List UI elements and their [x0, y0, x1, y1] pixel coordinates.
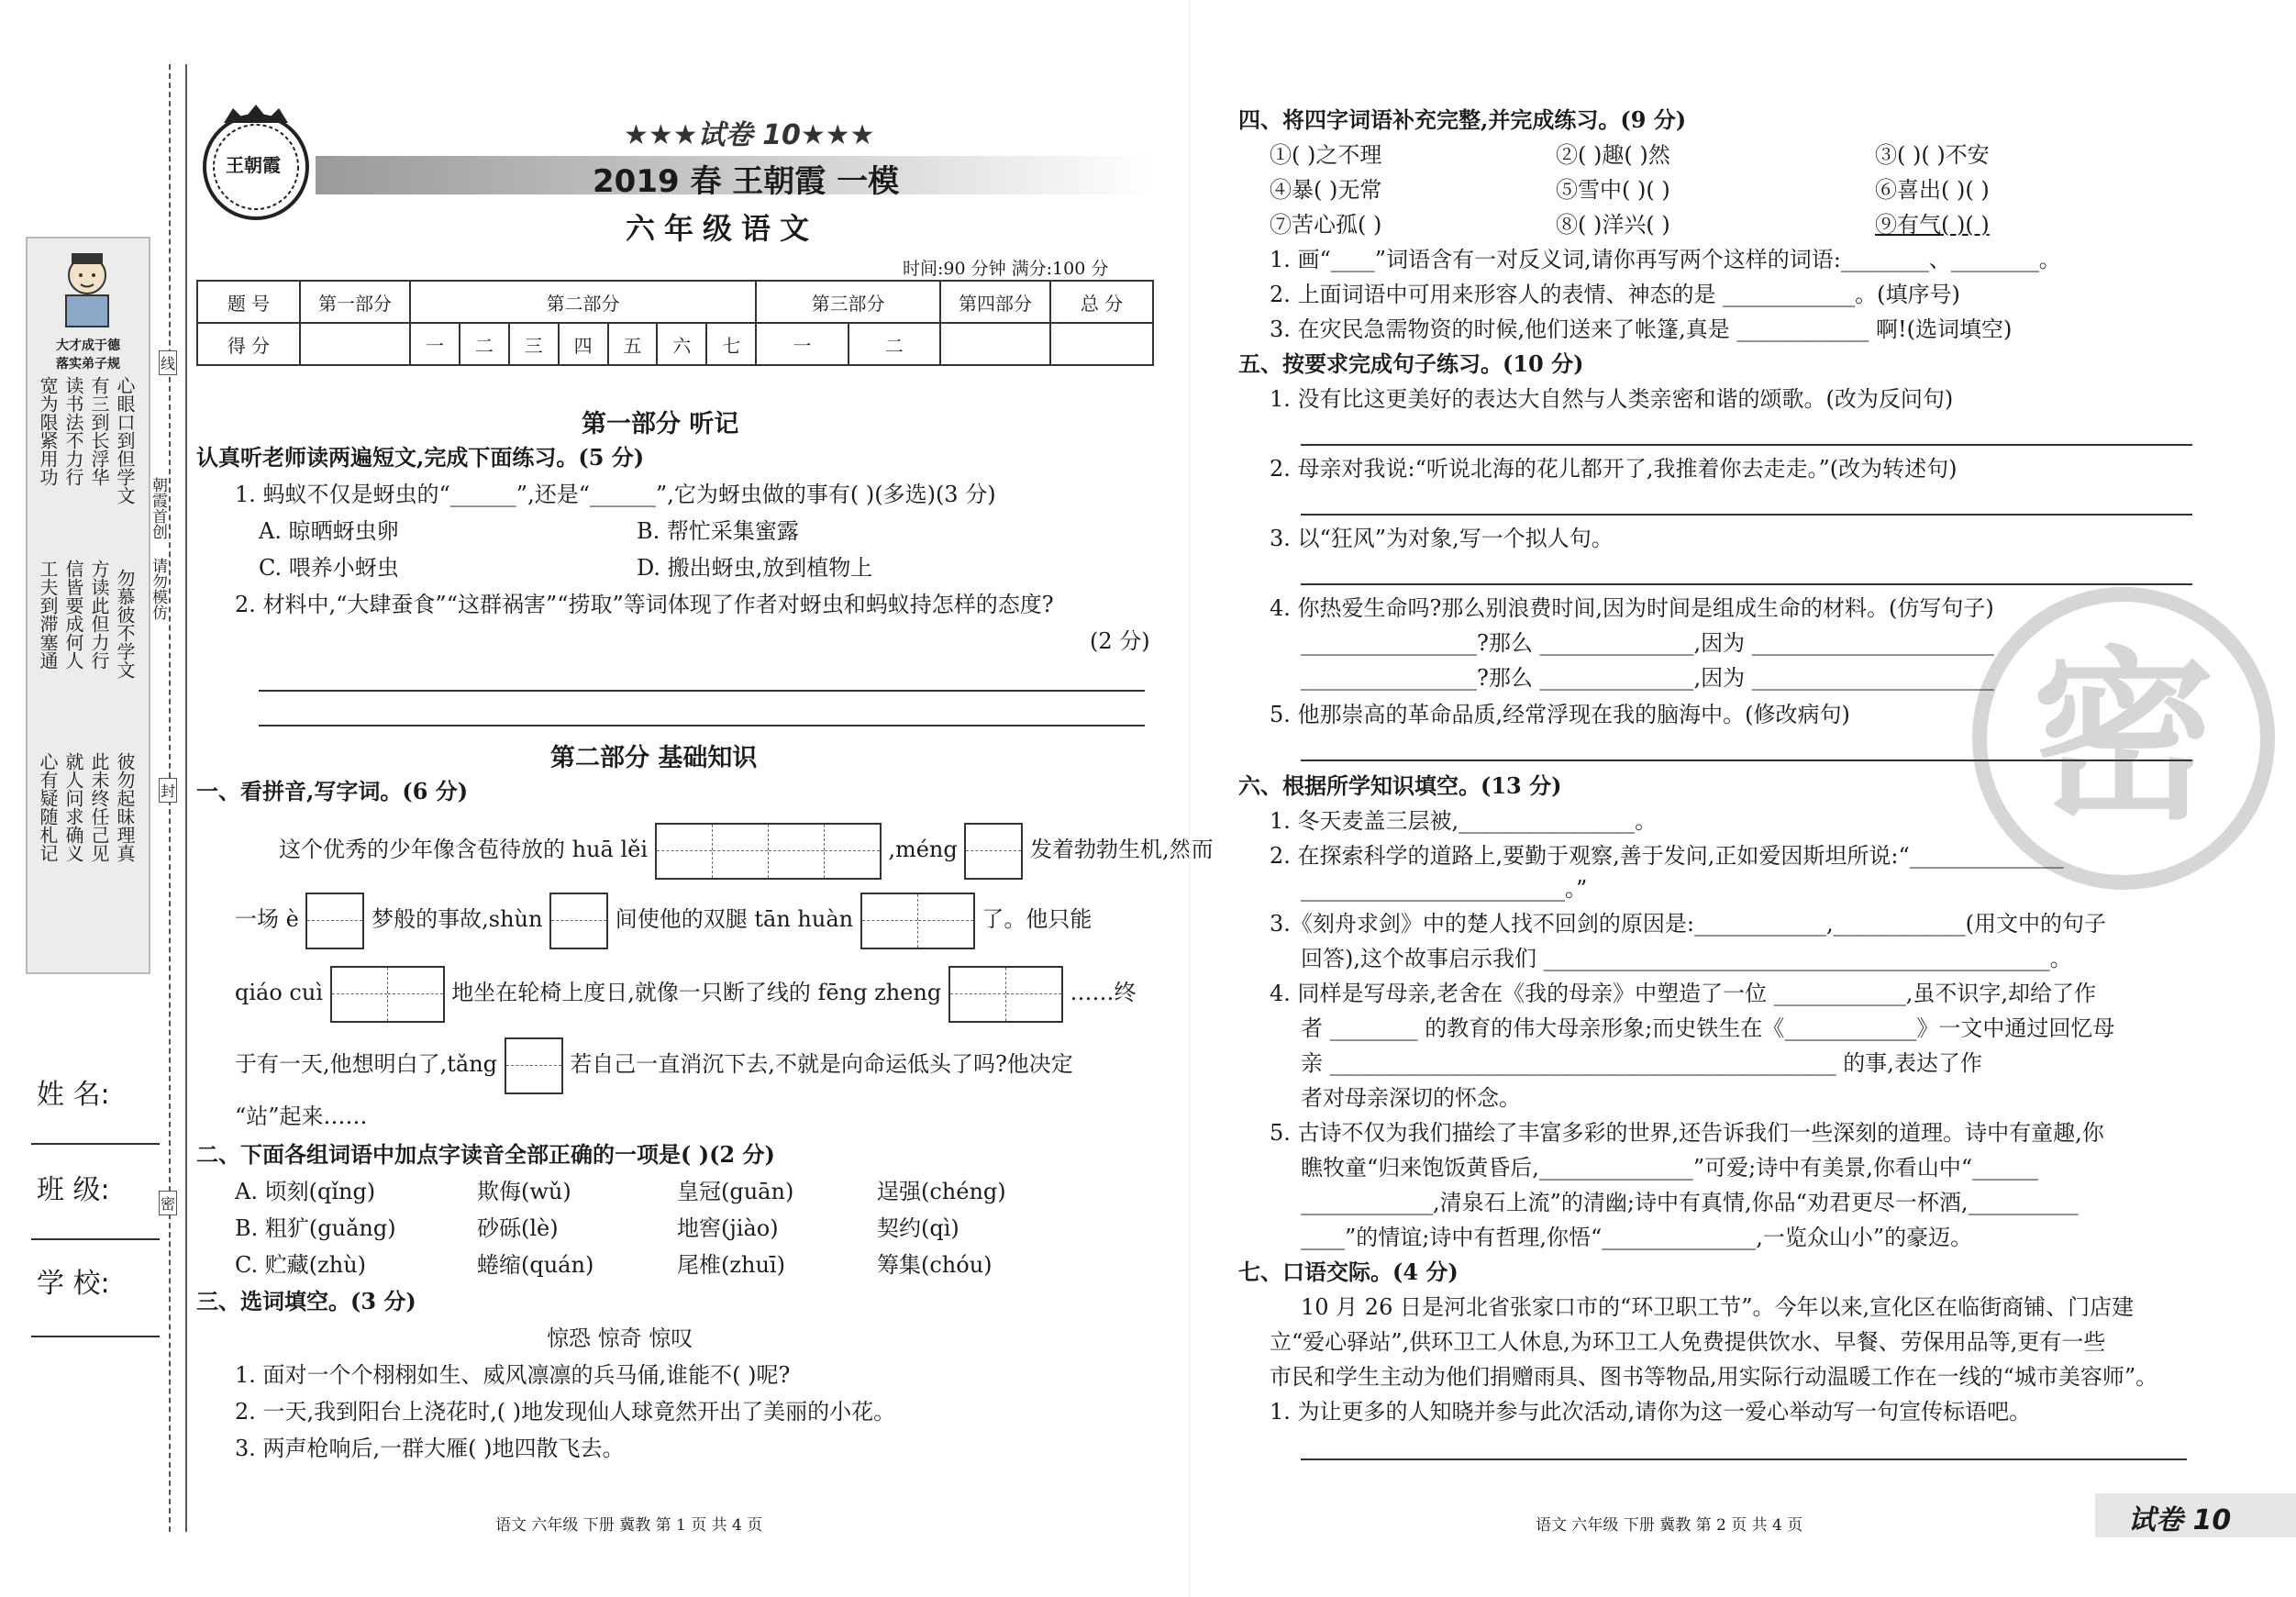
s2-a-2: 欺侮(wǔ)	[477, 1179, 571, 1204]
s7-para-3: 市民和学生主动为他们捐赠雨具、图书等物品,用实际行动温暖工作在一线的“城市美容师”。	[1270, 1364, 2158, 1390]
s5-q4-line1[interactable]: ________________?那么 ______________,因为 ______________________	[1301, 630, 1994, 656]
pinyin-line-3	[235, 963, 1136, 1022]
s4-item[interactable]: ⑨有气( )( )	[1875, 212, 1990, 238]
s6-q4b: 者 ________ 的教育的伟大母亲形象;而史铁生在《____________》一文中通过回忆母	[1301, 1015, 2115, 1041]
s2-c-3: 尾椎(zhuī)	[677, 1252, 785, 1278]
score-cell[interactable]	[940, 323, 1050, 365]
s3-q2: 2. 一天,我到阳台上浇花时,( )地发现仙人球竟然开出了美丽的小花。	[235, 1399, 896, 1425]
motto-top-2: 落实弟子规	[56, 357, 120, 372]
pinyin-text: 地坐在轮椅上度日,就像一只断了线的 fēng zheng	[451, 980, 942, 1005]
s6-q5c: ____________,清泉石上流”的清幽;诗中有真情,你品“劝君更尽一杯酒,__________	[1301, 1190, 2079, 1215]
score-head: 第四部分	[940, 281, 1050, 323]
score-sub[interactable]: 七	[706, 323, 756, 365]
s7-para-2: 立“爱心驿站”,供环卫工人休息,为环卫工人免费提供饮水、早餐、劳保用品等,更有一些	[1270, 1329, 2106, 1355]
s2-c-2: 蜷缩(quán)	[477, 1252, 594, 1278]
s5-q3: 3. 以“狂风”为对象,写一个拟人句。	[1270, 526, 1614, 551]
s5-q5: 5. 他那崇高的革命品质,经常浮现在我的脑海中。(修改病句)	[1270, 702, 1850, 727]
score-table	[196, 280, 1154, 366]
score-row-label: 得 分	[197, 323, 300, 365]
s7-q1: 1. 为让更多的人知晓并参与此次活动,请你为这一爱心举动写一句宣传标语吧。	[1270, 1399, 2032, 1425]
section3-title: 三、选词填空。(3 分)	[196, 1288, 416, 1314]
pinyin-line-4	[235, 1035, 1073, 1093]
s6-q3b: 回答),这个故事启示我们 ______________________________________________。	[1301, 946, 2072, 971]
s6-q2a: 2. 在探索科学的道路上,要勤于观察,善于发问,正如爱因斯坦所说:“______________	[1270, 843, 2064, 869]
subject-title: 六年级语文	[626, 211, 819, 246]
s2-a-4: 逞强(chéng)	[877, 1179, 1006, 1204]
char-box-group[interactable]	[964, 823, 1023, 880]
answer-line[interactable]	[1301, 514, 2192, 516]
s4-item[interactable]: ②( )趣( )然	[1556, 142, 1670, 168]
s3-q3: 3. 两声枪响后,一群大雁( )地四散飞去。	[235, 1436, 625, 1461]
section1-title: 一、看拼音,写字词。(6 分)	[196, 778, 469, 804]
mascot-figure	[55, 248, 119, 330]
motto-col: 宽为限紧用功	[37, 376, 59, 486]
exam-stars-label: ★★★试卷 10★★★	[624, 119, 875, 151]
p1-q1: 1. 蚂蚁不仅是蚜虫的“______”,还是“______”,它为蚜虫做的事有( )(多选)(3 分)	[235, 482, 996, 507]
motto-col: 此未终任己见	[88, 752, 110, 862]
school-field[interactable]	[31, 1336, 160, 1337]
s2-a-3: 皇冠(guān)	[677, 1179, 794, 1204]
s3-q1: 1. 面对一个个栩栩如生、威风凛凛的兵马俑,谁能不( )呢?	[235, 1362, 791, 1388]
pinyin-line-1	[279, 820, 1214, 879]
s6-q4a: 4. 同样是写母亲,老舍在《我的母亲》中塑造了一位 ____________,虽不识字,却给了作	[1270, 981, 2097, 1006]
part2-title: 第二部分 基础知识	[550, 744, 758, 772]
binding-solid-line	[185, 64, 187, 1532]
s4-item[interactable]: ⑤雪中( )( )	[1556, 177, 1670, 203]
section2-title: 二、下面各组词语中加点字读音全部正确的一项是( )(2 分)	[196, 1141, 775, 1168]
s6-q1: 1. 冬天麦盖三层被,________________。	[1270, 808, 1658, 834]
char-box-group[interactable]	[860, 893, 975, 949]
corner-label: 试卷 10	[2128, 1504, 2232, 1536]
s4-item[interactable]: ⑧( )洋兴( )	[1556, 212, 1670, 238]
motto-top-1: 大才成于德	[56, 338, 120, 353]
s5-q2: 2. 母亲对我说:“听说北海的花儿都开了,我推着你去走走。”(改为转述句)	[1270, 456, 1958, 482]
motto-col: 彼勿起昧理真	[114, 752, 136, 862]
cut-mark-feng: 封	[159, 778, 177, 803]
page-divider	[1189, 0, 1190, 1597]
name-label: 姓 名:	[37, 1079, 110, 1111]
pinyin-text: 间使他的双腿 tān huàn	[615, 906, 854, 932]
motto-strip	[26, 237, 150, 974]
motto-col: 信皆要成何人	[62, 560, 84, 670]
s6-q5d: ____”的情谊;诗中有哲理,你悟“______________,一览众山小”的豪迈。	[1301, 1225, 1973, 1250]
score-head: 总 分	[1050, 281, 1153, 323]
s6-q4d: 者对母亲深切的怀念。	[1301, 1085, 1521, 1111]
answer-line[interactable]	[1301, 760, 2192, 761]
answer-line[interactable]	[1301, 444, 2192, 446]
p1-q1-opt-d[interactable]: D. 搬出蚜虫,放到植物上	[637, 555, 873, 581]
answer-line[interactable]	[1301, 583, 2192, 585]
score-sub[interactable]: 一	[410, 323, 460, 365]
p1-q1-opt-a[interactable]: A. 晾晒蚜虫卵	[259, 518, 399, 544]
p1-q1-opt-c[interactable]: C. 喂养小蚜虫	[259, 555, 399, 581]
motto-col: 心眼口到但学文	[114, 376, 136, 505]
score-head: 第三部分	[756, 281, 940, 323]
score-head: 第一部分	[300, 281, 410, 323]
motto-col: 就人问求确义	[62, 752, 84, 862]
motto-col: 读书法不力行	[62, 376, 84, 486]
score-cell[interactable]	[300, 323, 410, 365]
answer-line[interactable]	[259, 725, 1145, 726]
score-sub[interactable]: 一	[756, 323, 848, 365]
pinyin-text: 了。他只能	[982, 906, 1093, 932]
char-box-group[interactable]	[655, 823, 882, 880]
score-sub[interactable]: 二	[849, 323, 940, 365]
s4-item[interactable]: ⑦苦心孤( )	[1270, 212, 1382, 238]
pinyin-text: 梦般的事故,shùn	[372, 906, 543, 932]
motto-col: 工夫到滞塞通	[37, 560, 59, 670]
school-label: 学 校:	[37, 1268, 110, 1300]
exam-title: 2019 春 王朝霞 一模	[593, 163, 900, 200]
s3-word-bank: 惊恐 惊奇 惊叹	[547, 1325, 693, 1351]
s2-c-4: 筹集(chóu)	[877, 1252, 993, 1278]
s6-q5a: 5. 古诗不仅为我们描绘了丰富多彩的世界,还告诉我们一些深刻的道理。诗中有童趣,你	[1270, 1120, 2104, 1146]
pinyin-line-5: “站”起来……	[235, 1103, 368, 1129]
p1-q1-opt-b[interactable]: B. 帮忙采集蜜露	[637, 518, 799, 544]
s7-para-1: 10 月 26 日是河北省张家口市的“环卫职工节”。今年以来,宣化区在临街商铺、门店建	[1301, 1294, 2135, 1320]
pinyin-text: 若自己一直消沉下去,不就是向命运低头了吗?他决定	[570, 1051, 1073, 1077]
pinyin-text: 一场 è	[235, 906, 299, 932]
s6-q3a: 3.《刻舟求剑》中的楚人找不回剑的原因是:____________,____________(用文中的句子	[1270, 911, 2106, 937]
class-field[interactable]	[31, 1238, 160, 1240]
s2-b-1[interactable]: B. 粗犷(guǎng)	[235, 1215, 396, 1241]
answer-line[interactable]	[1301, 1458, 2187, 1460]
s4-q2: 2. 上面词语中可用来形容人的表情、神态的是 ____________。(填序号)	[1270, 282, 1960, 307]
pinyin-text: 发着勃勃生机,然而	[1030, 837, 1214, 862]
pinyin-line-2	[235, 890, 1092, 948]
section6-title: 六、根据所学知识填空。(13 分)	[1238, 772, 1562, 799]
s4-item[interactable]: ①( )之不理	[1270, 142, 1382, 168]
copyright-note: 朝霞首创 请勿模仿	[149, 477, 167, 620]
pinyin-text: ,méng	[888, 837, 958, 862]
s2-c-1[interactable]: C. 贮藏(zhù)	[235, 1252, 367, 1278]
name-field[interactable]	[31, 1143, 160, 1145]
char-box-group[interactable]	[948, 966, 1063, 1023]
page1-footer: 语文 六年级 下册 冀教 第 1 页 共 4 页	[495, 1516, 763, 1535]
pinyin-text: 这个优秀的少年像含苞待放的 huā lěi	[279, 837, 649, 862]
logo-text: 王朝霞	[226, 154, 281, 176]
s5-q4-line2[interactable]: ________________?那么 ______________,因为 ______________________	[1301, 665, 1994, 691]
score-sub[interactable]: 三	[509, 323, 559, 365]
part1-title: 第一部分 听记	[582, 410, 739, 438]
s2-b-4: 契约(qì)	[877, 1215, 959, 1241]
cut-mark-mi: 密	[159, 1191, 177, 1215]
s4-item[interactable]: ⑥喜出( )( )	[1875, 177, 1990, 203]
s2-b-2: 砂砾(lè)	[477, 1215, 559, 1241]
score-sub[interactable]: 六	[657, 323, 706, 365]
s5-q4: 4. 你热爱生命吗?那么别浪费时间,因为时间是组成生命的材料。(仿写句子)	[1270, 595, 1994, 621]
s5-q1: 1. 没有比这更美好的表达大自然与人类亲密和谐的颂歌。(改为反问句)	[1270, 386, 1954, 412]
score-sub[interactable]: 五	[608, 323, 658, 365]
score-cell[interactable]	[1050, 323, 1153, 365]
page2-footer: 语文 六年级 下册 冀教 第 2 页 共 4 页	[1536, 1516, 1803, 1535]
part1-intro: 认真听老师读两遍短文,完成下面练习。(5 分)	[196, 444, 645, 471]
p1-q2-score: (2 分)	[1090, 628, 1150, 654]
motto-col: 心有疑随札记	[37, 752, 59, 862]
s2-a-1[interactable]: A. 顷刻(qǐng)	[235, 1179, 376, 1204]
s4-q1: 1. 画“____”词语含有一对反义词,请你再写两个这样的词语:________、________。	[1270, 247, 2061, 272]
s6-q4c: 亲 ______________________________________________ 的事,表达了作	[1301, 1050, 1982, 1076]
score-head: 题 号	[197, 281, 300, 323]
s4-item[interactable]: ③( )( )不安	[1875, 142, 1990, 168]
answer-line[interactable]	[259, 690, 1145, 692]
char-box-group[interactable]	[549, 893, 608, 949]
motto-col: 方读此但力行	[88, 560, 110, 670]
stamp-char: 密	[2031, 629, 2215, 845]
cut-mark-xian: 线	[159, 350, 177, 375]
s4-item[interactable]: ④暴( )无常	[1270, 177, 1382, 203]
section7-title: 七、口语交际。(4 分)	[1238, 1259, 1459, 1285]
pinyin-text: 于有一天,他想明白了,tǎng	[235, 1051, 498, 1077]
s4-q3: 3. 在灾民急需物资的时候,他们送来了帐篷,真是 ____________ 啊!(选词填空)	[1270, 316, 2013, 342]
score-sub[interactable]: 二	[460, 323, 509, 365]
char-box-group[interactable]	[330, 966, 445, 1023]
score-sub[interactable]: 四	[559, 323, 608, 365]
s6-q2b: ________________________。”	[1301, 876, 1588, 902]
motto-col: 勿慕彼不学文	[114, 569, 136, 679]
s2-b-3: 地窖(jiào)	[677, 1215, 779, 1241]
class-label: 班 级:	[37, 1174, 110, 1206]
char-box-group[interactable]	[305, 893, 364, 949]
score-head: 第二部分	[410, 281, 756, 323]
motto-grid	[33, 376, 143, 963]
section4-title: 四、将四字词语补充完整,并完成练习。(9 分)	[1238, 106, 1687, 133]
pinyin-text: qiáo cuì	[235, 980, 323, 1005]
s6-q5b: 瞧牧童“归来饱饭黄昏后,______________”可爱;诗中有美景,你看山中“______	[1301, 1155, 2039, 1181]
pinyin-text: ……终	[1070, 980, 1137, 1005]
p1-q2: 2. 材料中,“大肆蚕食”“这群祸害”“捞取”等词体现了作者对蚜虫和蚂蚁持怎样的态度?	[235, 592, 1054, 617]
section5-title: 五、按要求完成句子练习。(10 分)	[1238, 350, 1584, 377]
motto-col: 有三到长浮华	[88, 376, 110, 486]
time-info: 时间:90 分钟 满分:100 分	[903, 259, 1109, 279]
char-box-group[interactable]	[505, 1037, 563, 1094]
